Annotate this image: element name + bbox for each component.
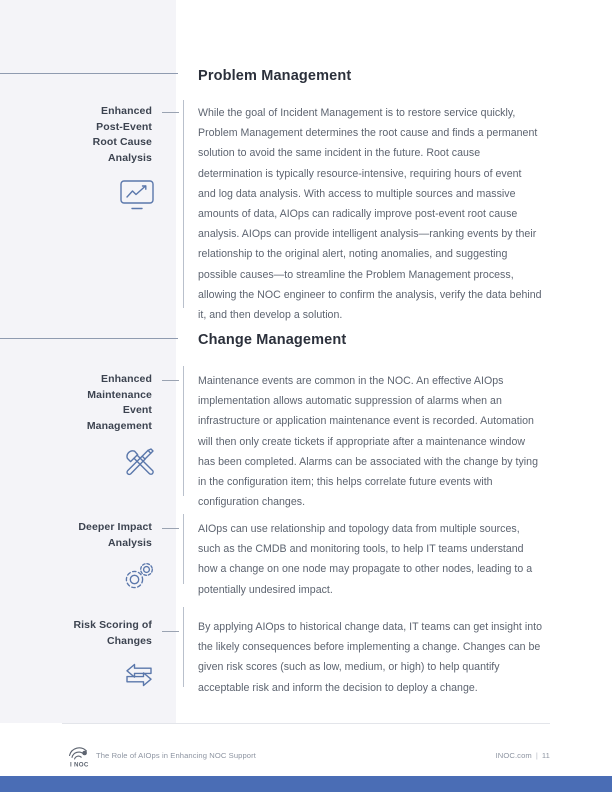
sidebar-label-line: Enhanced (101, 105, 152, 117)
paragraph-maintenance-event-management: Maintenance events are common in the NOC. An effective AIOps implementation allows automatic suppression of alarms when an infrastructure or application maintenance event is recorded. Automation will then only create tickets if appropriate after a maintenance window has been completed. Alarms can be associated with the change by tying in the configuration item; this helps correlate future events with configuration changes. (198, 375, 538, 509)
vertical-guide-impact (183, 514, 184, 584)
wrench-screwdriver-icon (116, 440, 162, 486)
sidebar-label-line: Root Cause (92, 136, 152, 148)
sidebar-label-line: Analysis (108, 536, 152, 549)
exchange-arrows-icon (116, 652, 162, 698)
sidebar-item-deeper-impact-analysis (22, 520, 152, 551)
footer-page-number: 11 (541, 751, 550, 760)
monitor-chart-icon (114, 172, 160, 218)
gears-icon (116, 553, 162, 599)
footer-site: INOC.com (495, 751, 532, 760)
sidebar-label-line: Maintenance (87, 388, 152, 401)
paragraph-deeper-impact-analysis: AIOps can use relationship and topology data from multiple sources, such as the CMDB and monitoring tools, to help IT teams understand how a change on one node may propagate to other nodes, leading to a potentially undesired impact. (198, 523, 533, 596)
bottom-accent-bar (0, 776, 612, 792)
sidebar-label-line: Enhanced (101, 373, 152, 385)
label-dash-post-event (162, 112, 179, 113)
footer-title: The Role of AIOps in Enhancing NOC Support (96, 751, 256, 760)
sidebar-item-risk-scoring-of-changes (22, 618, 152, 649)
footer-separator: | (535, 751, 538, 760)
label-dash-maintenance-event (162, 380, 179, 381)
label-dash-risk-scoring (162, 631, 179, 632)
inoc-logo (66, 746, 94, 768)
sidebar-item-post-event-root-cause (22, 104, 152, 166)
section-divider-change-management (0, 338, 178, 339)
paragraph-post-event-root-cause: While the goal of Incident Management is to restore service quickly, Problem Management determines the root cause and finds a permanent solution to avoid the same incident in the future. Root cause determination is typically resource-intensive, requiring hours of event and log data analysis. With access to multiple sources and massive amounts of data, AIOps can radically improve post-event root cause analysis. AIOps can provide intelligent analysis—ranking events by their relationship to the original alert, noting anomalies, and suggesting possible causes—to streamline the Problem Management process, allowing the NOC engineer to confirm the analysis, verify the data behind it, and then develop a solution. (198, 107, 542, 322)
sidebar-label-line: Event (122, 404, 152, 416)
sidebar-item-maintenance-event-management (22, 372, 152, 434)
heading-problem-management: Problem Management (198, 68, 352, 84)
label-dash-deeper-impact (162, 528, 179, 529)
heading-change-management: Change Management (198, 332, 347, 348)
vertical-guide-maintenance (183, 366, 184, 496)
sidebar-label-line: Deeper Impact (78, 521, 152, 533)
sidebar-label-line: Changes (106, 634, 152, 647)
svg-text:I NOC: I NOC (70, 761, 89, 768)
sidebar-label-line: Analysis (108, 151, 152, 164)
footer-meta (470, 751, 550, 760)
sidebar-label-line: Post-Event (96, 120, 152, 133)
sidebar-label-line: Management (86, 419, 152, 432)
footer-divider (62, 723, 550, 724)
paragraph-risk-scoring-of-changes: By applying AIOps to historical change data, IT teams can get insight into the likely consequences before implementing a change. Changes can be given risk scores (such as low, medium, or high) to help quantify acceptable risk and inform the decision to deploy a change. (198, 621, 543, 694)
section-divider-problem-management (0, 73, 178, 74)
vertical-guide-problem (183, 100, 184, 308)
vertical-guide-risk (183, 607, 184, 687)
sidebar-label-line: Risk Scoring of (73, 619, 152, 631)
